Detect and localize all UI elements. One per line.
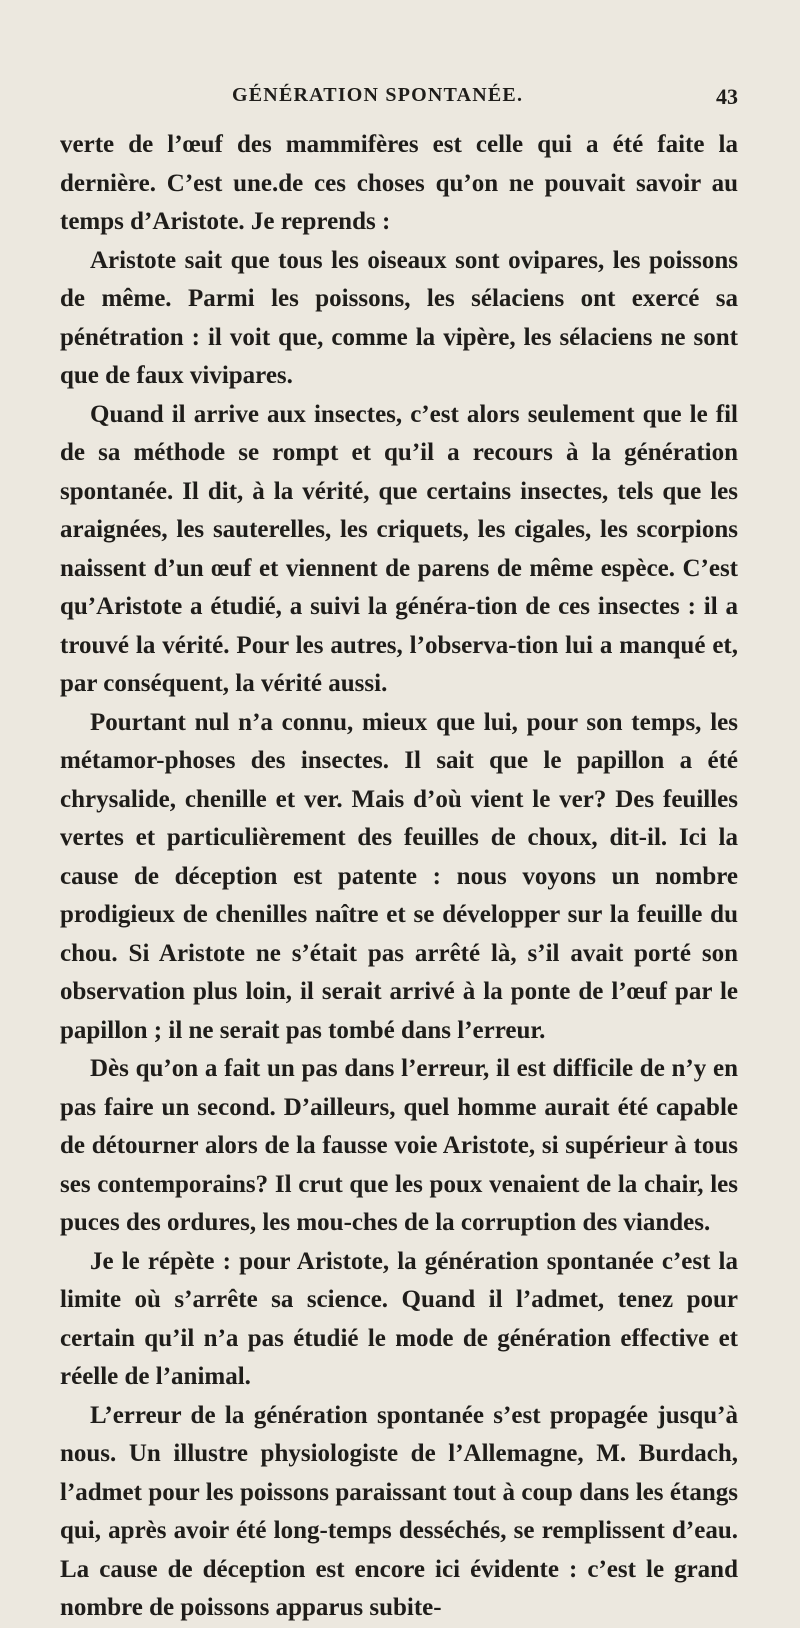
paragraph: L’erreur de la génération spontanée s’est propagée jusqu’à nous. Un illustre physiologiste de l’Allemagne, M. Burdach, l’admet pour les poissons paraissant tout à coup dans les étangs qui, après avoir été long-temps desséchés, se remplissent d’eau. La cause de déception est encore ici évidente : c’est le grand nombre de poissons apparus subite- <box>60 1401 738 1621</box>
paragraph: Pourtant nul n’a connu, mieux que lui, pour son temps, les métamor-phoses des insectes. Il sait que le papillon a été chrysalide, chenille et ver. Mais d’où vient le ver? Des feuilles vertes et particulièrement des feuilles de choux, dit-il. Ici la cause de déception est patente : nous voyons un nombre prodigieux de chenilles naître et se développer sur la feuille du chou. Si Aristote ne s’était pas arrêté là, s’il avait porté son observation plus loin, il serait arrivé à la ponte de l’œuf par le papillon ; il ne serait pas tombé dans l’erreur. <box>60 708 738 1044</box>
page-body <box>60 126 738 1628</box>
running-title: GÉNÉRATION SPONTANÉE. <box>232 84 524 106</box>
paragraph: Aristote sait que tous les oiseaux sont ovipares, les poissons de même. Parmi les poissons, les sélaciens ont exercé sa pénétration : il voit que, comme la vipère, les sélaciens ne sont que de faux vivipares. <box>60 246 738 389</box>
page-header <box>60 84 738 112</box>
paragraph: verte de l’œuf des mammifères est celle qui a été faite la dernière. C’est une.de ces choses qu’on ne pouvait savoir au temps d’Aristote. Je reprends : <box>60 131 738 235</box>
paragraph: Je le répète : pour Aristote, la génération spontanée c’est la limite où s’arrête sa science. Quand il l’admet, tenez pour certain qu’il n’a pas étudié le mode de génération effective et réelle de l’animal. <box>60 1247 738 1390</box>
paragraph: Dès qu’on a fait un pas dans l’erreur, il est difficile de n’y en pas faire un second. D’ailleurs, quel homme aurait été capable de détourner alors de la fausse voie Aristote, si supérieur à tous ses contemporains? Il crut que les poux venaient de la chair, les puces des ordures, les mou-ches de la corruption des viandes. <box>60 1055 738 1236</box>
page-number: 43 <box>716 84 738 109</box>
paragraph: Quand il arrive aux insectes, c’est alors seulement que le fil de sa méthode se rompt et qu’il a recours à la génération spontanée. Il dit, à la vérité, que certains insectes, tels que les araignées, les sauterelles, les criquets, les cigales, les scorpions naissent d’un œuf et viennent de parens de même espèce. C’est qu’Aristote a étudié, a suivi la généra-tion de ces insectes : il a trouvé la vérité. Pour les autres, l’observa-tion lui a manqué et, par conséquent, la vérité aussi. <box>60 400 738 697</box>
